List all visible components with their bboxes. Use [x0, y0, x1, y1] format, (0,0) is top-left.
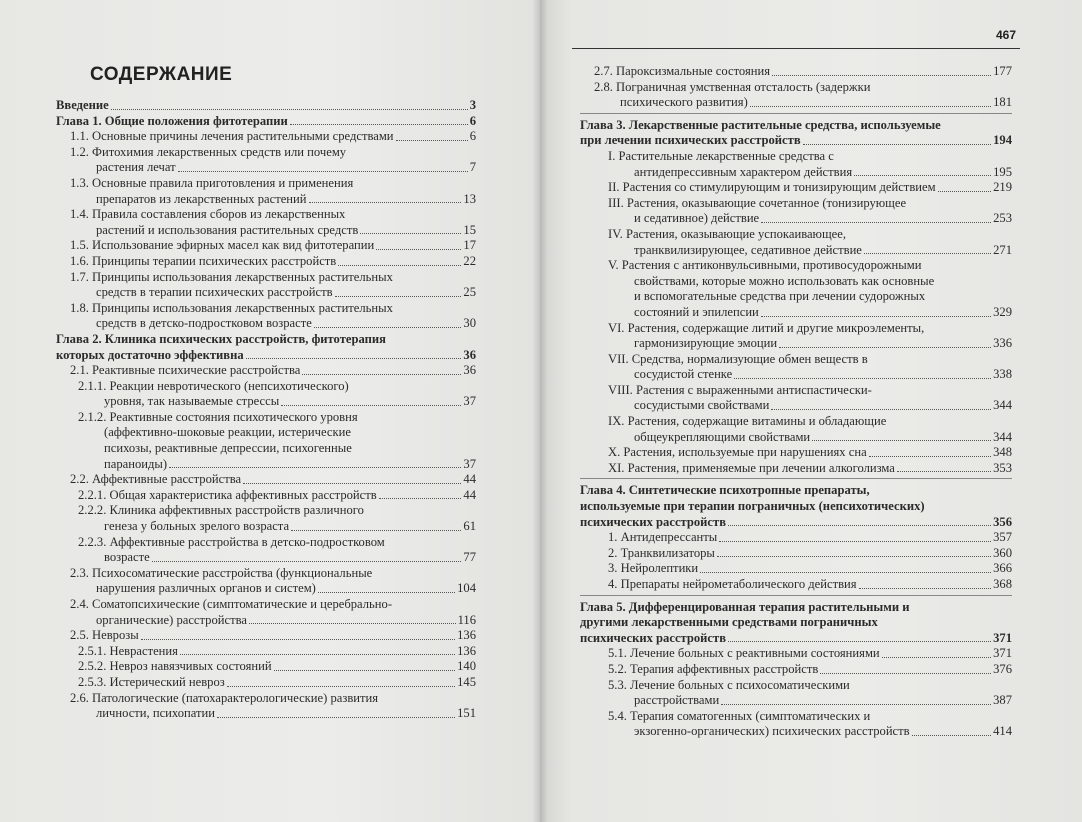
toc-page-number: 194 [993, 133, 1012, 148]
toc-page-number: 36 [463, 363, 476, 378]
toc-entry [56, 628, 476, 644]
running-head-right [572, 28, 1020, 49]
toc-entry-text: 2.5.1. Неврастения [78, 643, 178, 658]
toc-page-number: 356 [993, 514, 1012, 529]
toc-entry-text: органические) расстройства [96, 612, 247, 627]
toc-page-number: 338 [993, 367, 1012, 382]
toc-page-number: 116 [457, 612, 476, 627]
dot-leader [761, 316, 991, 317]
toc-entry-text: возрасте [104, 550, 150, 565]
toc-entry-text: Глава 1. Общие положения фитотерапии [56, 113, 288, 128]
toc-entry [56, 301, 476, 332]
dot-leader [178, 171, 468, 172]
toc-page-number: 145 [457, 674, 476, 689]
toc-chapter-entry [580, 595, 1012, 647]
toc-page-number: 366 [993, 561, 1012, 576]
toc-entry-line: и вспомогательные средства при лечении судорожных [634, 289, 926, 304]
toc-entry-text: 2.2. Аффективные расстройства [70, 472, 242, 487]
toc-page-number: 13 [463, 191, 476, 206]
toc-page-number: 136 [457, 643, 476, 658]
toc-entry-line: другими лекарственными средствами пограничных [580, 615, 878, 630]
toc-entry-line: 2.2.3. Аффективные расстройства в детско-подростковом [78, 534, 385, 549]
toc-page-number: 6 [469, 113, 476, 128]
toc-page-number: 181 [993, 95, 1012, 110]
toc-entry-text: препаратов из лекарственных растений [96, 191, 307, 206]
toc-entry [56, 129, 476, 145]
toc-entry-text: 1. Антидепрессанты [608, 530, 718, 545]
toc-chapter-entry [580, 113, 1012, 149]
toc-entry [580, 196, 1012, 227]
dot-leader [302, 374, 461, 375]
toc-entry [56, 270, 476, 301]
toc-entry-text: 2.1. Реактивные психические расстройства [70, 363, 301, 378]
toc-entry-line: VII. Средства, нормализующие обмен веществ в [608, 351, 868, 366]
toc-entry [580, 461, 1012, 477]
toc-page-number: 177 [993, 64, 1012, 78]
toc-entry-text: психических расстройств [580, 514, 727, 529]
page-number: 467 [995, 28, 1016, 42]
toc-entry [56, 254, 476, 270]
dot-leader [314, 327, 462, 328]
toc-entry-line: 5.4. Терапия соматогенных (симптоматических и [608, 708, 871, 723]
toc-entry-line: Глава 4. Синтетические психотропные препараты, [580, 483, 870, 498]
dot-leader [243, 483, 461, 484]
toc-page-number: 136 [457, 628, 476, 643]
toc-page-number: 30 [463, 316, 476, 331]
toc-page-number: 37 [463, 394, 476, 409]
toc-page-number: 15 [463, 222, 476, 237]
toc-entry-text: 2.2.1. Общая характеристика аффективных расстройств [78, 487, 377, 502]
toc-entry [56, 659, 476, 675]
toc-entry-line: Глава 5. Дифференцированная терапия растительными и [580, 599, 910, 614]
toc-entry [56, 488, 476, 504]
toc-entry [56, 503, 476, 534]
toc-entry [56, 675, 476, 691]
toc-entry [580, 709, 1012, 740]
dot-leader [338, 265, 461, 266]
toc-chapter-entry [56, 114, 476, 130]
toc-page-number: 36 [463, 347, 476, 362]
toc-entry [580, 258, 1012, 320]
toc-page-number: 271 [993, 242, 1012, 257]
dot-leader [938, 191, 992, 192]
toc-entry-text: общеукрепляющими свойствами [634, 429, 811, 444]
toc-entry [56, 644, 476, 660]
toc-entry [580, 530, 1012, 546]
toc-entry [580, 577, 1012, 593]
toc-entry-line: 2.1.2. Реактивные состояния психотического уровня [78, 409, 358, 424]
toc-entry [580, 227, 1012, 258]
toc-page-number: 371 [993, 646, 1012, 661]
toc-page-number: 368 [993, 577, 1012, 591]
dot-leader [772, 75, 991, 76]
toc-entry-text: параноиды) [104, 456, 168, 471]
toc-page-number: 151 [457, 706, 476, 721]
dot-leader [897, 471, 991, 472]
dot-leader [180, 654, 455, 655]
dot-leader [309, 202, 462, 203]
toc-entry-text: сосудистой стенке [634, 367, 733, 382]
toc-entry-text: которых достаточно эффективна [56, 347, 244, 362]
toc-page-number: 61 [463, 519, 476, 534]
toc-entry-line: 1.2. Фитохимия лекарственных средств или почему [70, 144, 347, 159]
toc-entry-line: 2.3. Психосоматические расстройства (функциональные [70, 565, 373, 580]
toc-entry-text: средств в терапии психических расстройств [96, 285, 333, 300]
toc-entry-line: Глава 2. Клиника психических расстройств, фитотерапия [56, 331, 386, 346]
toc-entry-text: растений и использования растительных средств [96, 222, 359, 237]
toc-entry-line: (аффективно-шоковые реакции, истерические [104, 425, 351, 440]
toc-page-number: 140 [457, 659, 476, 674]
dot-leader [719, 541, 991, 542]
toc-entry-line: Глава 3. Лекарственные растительные средства, используемые [580, 117, 941, 132]
toc-page-number: 195 [993, 164, 1012, 179]
toc-right [580, 64, 1012, 740]
dot-leader [360, 233, 461, 234]
toc-entry-text: 2.5.3. Истерический невроз [78, 674, 225, 689]
toc-entry-line: III. Растения, оказывающие сочетанное (тонизирующее [608, 195, 907, 210]
toc-entry-text: Введение [56, 98, 109, 112]
toc-entry [580, 180, 1012, 196]
toc-entry [56, 363, 476, 379]
toc-entry [580, 678, 1012, 709]
toc-entry-text: X. Растения, используемые при нарушениях сна [608, 445, 867, 460]
dot-leader [859, 588, 992, 589]
dot-leader [912, 735, 992, 736]
toc-entry [56, 176, 476, 207]
toc-page-number: 329 [993, 304, 1012, 319]
toc-entry-line: 1.7. Принципы использования лекарственных растительных [70, 269, 393, 284]
toc-page-number: 414 [993, 724, 1012, 739]
toc-page-number: 344 [993, 429, 1012, 444]
dot-leader [141, 639, 455, 640]
dot-leader [761, 222, 991, 223]
toc-entry-text: расстройствами [634, 693, 720, 708]
dot-leader [700, 572, 991, 573]
toc-page-number: 104 [457, 581, 476, 596]
dot-leader [318, 592, 455, 593]
toc-entry [580, 80, 1012, 111]
dot-leader [820, 673, 991, 674]
toc-entry-line: 5.3. Лечение больных с психосоматическими [608, 677, 850, 692]
toc-page-number: 6 [469, 129, 476, 144]
toc-entry [580, 64, 1012, 80]
toc-entry-text: транквилизирующее, седативное действие [634, 242, 862, 257]
toc-page-number: 348 [993, 445, 1012, 460]
dot-leader [734, 378, 991, 379]
toc-entry [580, 414, 1012, 445]
toc-page-number: 77 [463, 550, 476, 565]
dot-leader [169, 467, 461, 468]
toc-entry-text: II. Растения со стимулирующим и тонизирующим действием [608, 180, 936, 195]
toc-entry [56, 207, 476, 238]
chapter-divider [580, 113, 1012, 114]
toc-entry-line: V. Растения с антиконвульсивными, противосудорожными [608, 258, 922, 273]
toc-entry-text: экзогенно-органических) психических расстройств [634, 724, 910, 739]
toc-chapter-entry [580, 478, 1012, 530]
toc-page-number: 44 [463, 487, 476, 502]
dot-leader [771, 409, 991, 410]
dot-leader [217, 717, 455, 718]
chapter-divider [580, 595, 1012, 596]
toc-entry-line: VIII. Растения с выраженными антиспастически- [608, 382, 872, 397]
toc-entry-text: психических расстройств [580, 630, 727, 645]
dot-leader [291, 530, 461, 531]
dot-leader [728, 641, 991, 642]
toc-entry [580, 646, 1012, 662]
toc-entry-line: I. Растительные лекарственные средства с [608, 148, 834, 163]
dot-leader [249, 623, 456, 624]
toc-page-number: 44 [463, 472, 476, 487]
dot-leader [721, 704, 991, 705]
toc-entry [580, 561, 1012, 577]
toc-entry-text: при лечении психических расстройств [580, 133, 801, 148]
toc-entry-text: 2.7. Пароксизмальные состояния [594, 64, 771, 78]
toc-entry-text: растения лечат [96, 160, 176, 175]
dot-leader [864, 253, 991, 254]
toc-entry-line: 1.3. Основные правила приготовления и применения [70, 175, 354, 190]
toc-page-number: 344 [993, 398, 1012, 413]
toc-page-number: 25 [463, 285, 476, 300]
dot-leader [779, 347, 991, 348]
toc-entry-line: используемые при терапии пограничных (непсихотических) [580, 499, 925, 514]
dot-leader [376, 249, 461, 250]
toc-page-number: 7 [469, 160, 476, 175]
dot-leader [728, 525, 991, 526]
toc-entry-text: состояний и эпилепсии [634, 304, 759, 319]
toc-page-number: 357 [993, 530, 1012, 545]
toc-page-number: 387 [993, 693, 1012, 708]
toc-entry-text: антидепрессивным характером действия [634, 164, 853, 179]
toc-entry-text: гармонизирующие эмоции [634, 336, 778, 351]
toc-entry-text: психического развития) [620, 95, 748, 110]
chapter-divider [580, 478, 1012, 479]
dot-leader [290, 124, 468, 125]
toc-entry [56, 145, 476, 176]
toc-entry-text: 2.5. Неврозы [70, 628, 139, 643]
toc-entry [56, 691, 476, 722]
dot-leader [152, 561, 462, 562]
toc-page-number: 22 [463, 253, 476, 268]
dot-leader [111, 109, 468, 110]
toc-entry [580, 149, 1012, 180]
toc-entry-line: 2.8. Пограничная умственная отсталость (задержки [594, 79, 871, 94]
toc-entry-line: 2.6. Патологические (патохарактерологические) развития [70, 690, 379, 705]
book-gutter [532, 0, 548, 822]
toc-entry-text: 1.1. Основные причины лечения растительными средствами [70, 129, 394, 144]
toc-entry [56, 566, 476, 597]
toc-entry [580, 662, 1012, 678]
dot-leader [227, 686, 455, 687]
toc-page-number: 37 [463, 456, 476, 471]
toc-entry [56, 472, 476, 488]
toc-entry [56, 238, 476, 254]
toc-entry [580, 321, 1012, 352]
toc-entry-text: нарушения различных органов и систем) [96, 581, 316, 596]
toc-page-number: 376 [993, 661, 1012, 676]
toc-entry-line: свойствами, которые можно использовать как основные [634, 273, 935, 288]
toc-entry [56, 535, 476, 566]
dot-leader [274, 670, 456, 671]
toc-entry-text: 2. Транквилизаторы [608, 545, 715, 560]
dot-leader [335, 296, 462, 297]
dot-leader [246, 358, 462, 359]
toc-page-number: 219 [993, 180, 1012, 195]
toc-entry [580, 445, 1012, 461]
toc-entry-line: IV. Растения, оказывающие успокаивающее, [608, 226, 846, 241]
dot-leader [396, 140, 468, 141]
toc-entry-text: личности, психопатии [96, 706, 216, 721]
toc-entry-line: IX. Растения, содержащие витамины и обладающие [608, 414, 887, 429]
toc-entry-text: 3. Нейролептики [608, 561, 699, 576]
dot-leader [379, 498, 462, 499]
left-page [0, 0, 540, 822]
toc-entry-text: уровня, так называемые стрессы [104, 394, 280, 409]
toc-page-number: 336 [993, 336, 1012, 351]
toc-entry-text: 5.2. Терапия аффективных расстройств [608, 661, 819, 676]
toc-page-number: 3 [469, 98, 476, 112]
toc-entry-text: и седативное) действие [634, 211, 760, 226]
toc-entry-text: 1.5. Использование эфирных масел как вид фитотерапии [70, 238, 375, 253]
toc-entry [56, 597, 476, 628]
contents-title: СОДЕРЖАНИЕ [90, 64, 233, 85]
toc-entry-line: 2.4. Соматопсихические (симптоматические и церебрально- [70, 597, 393, 611]
toc-entry-text: XI. Растения, применяемые при лечении алкоголизма [608, 460, 895, 475]
toc-page-number: 353 [993, 460, 1012, 475]
dot-leader [750, 106, 991, 107]
dot-leader [812, 440, 991, 441]
toc-page-number: 253 [993, 211, 1012, 226]
dot-leader [803, 144, 991, 145]
toc-left [56, 98, 476, 722]
toc-entry-text: 5.1. Лечение больных с реактивными состояниями [608, 646, 880, 661]
dot-leader [854, 175, 991, 176]
dot-leader [717, 556, 991, 557]
toc-page-number: 371 [993, 630, 1012, 645]
toc-entry-text: сосудистыми свойствами [634, 398, 770, 413]
toc-page-number: 360 [993, 545, 1012, 560]
toc-entry-line: 1.4. Правила составления сборов из лекарственных [70, 207, 346, 222]
dot-leader [869, 456, 991, 457]
toc-entry [56, 379, 476, 410]
toc-entry-text: 4. Препараты нейрометаболического действия [608, 577, 857, 591]
toc-entry-line: VI. Растения, содержащие литий и другие микроэлементы, [608, 320, 925, 335]
toc-page-number: 17 [463, 238, 476, 253]
toc-entry-text: 2.5.2. Невроз навязчивых состояний [78, 659, 272, 674]
toc-entry-line: 1.8. Принципы использования лекарственных растительных [70, 300, 393, 315]
toc-entry-line: психозы, реактивные депрессии, психогенные [104, 441, 352, 456]
toc-entry-text: средств в детско-подростковом возрасте [96, 316, 312, 331]
toc-entry [56, 410, 476, 472]
toc-entry [580, 352, 1012, 383]
toc-entry [580, 383, 1012, 414]
dot-leader [882, 657, 991, 658]
toc-entry-text: генеза у больных зрелого возраста [104, 519, 290, 534]
toc-chapter-entry [56, 98, 476, 114]
toc-entry-line: 2.2.2. Клиника аффективных расстройств различного [78, 503, 364, 518]
toc-entry [580, 546, 1012, 562]
toc-entry-text: 1.6. Принципы терапии психических расстройств [70, 253, 337, 268]
dot-leader [281, 405, 461, 406]
toc-chapter-entry [56, 332, 476, 363]
toc-entry-line: 2.1.1. Реакции невротического (непсихотического) [78, 378, 349, 393]
